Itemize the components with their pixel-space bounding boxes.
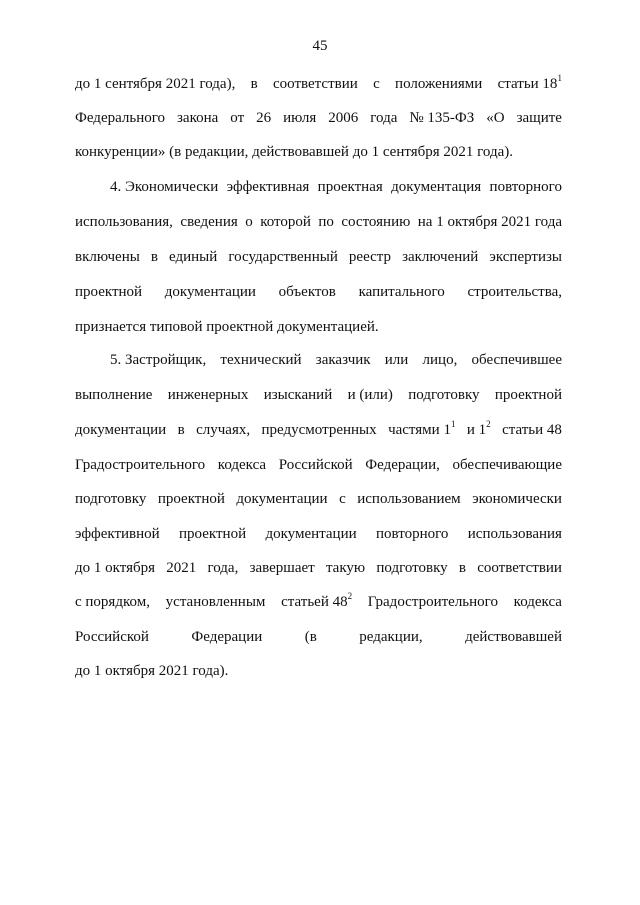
text-word: эффективной xyxy=(75,526,160,542)
text-word: года xyxy=(370,110,398,126)
text-line xyxy=(75,247,562,267)
text-word: документации xyxy=(265,526,357,542)
text-word: экспертизы xyxy=(489,249,562,265)
text-word: документации xyxy=(75,422,167,438)
page-number: 45 xyxy=(312,38,328,54)
text-word: статьи 48 xyxy=(502,422,562,438)
text-line: до 1 октября 2021 года). xyxy=(75,663,229,679)
text-word: 26 xyxy=(256,110,272,126)
text-word: объектов xyxy=(278,284,336,300)
text-word: кодекса xyxy=(217,457,267,473)
text-word: реестр xyxy=(348,249,391,265)
text-word: государственный xyxy=(228,249,338,265)
text-word: проектной xyxy=(494,387,562,403)
text-word: или xyxy=(384,352,409,368)
text-line xyxy=(75,108,562,128)
text-line xyxy=(75,74,562,94)
text-word: защите xyxy=(516,110,562,126)
text-word: Федерации, xyxy=(365,457,440,473)
text-word: обеспечившее xyxy=(471,352,562,368)
text-line xyxy=(75,420,562,440)
text-word: проектной xyxy=(179,526,247,542)
text-word: Российской xyxy=(75,629,149,645)
text-word: редакции, xyxy=(359,629,423,645)
text-word: документация xyxy=(391,179,482,195)
text-word: подготовку xyxy=(75,491,147,507)
text-word: с xyxy=(339,491,346,507)
text-word: о xyxy=(245,214,253,230)
text-line xyxy=(75,558,562,578)
text-word: сведения xyxy=(180,214,238,230)
text-word: «О xyxy=(486,110,505,126)
text-word: заказчик xyxy=(315,352,371,368)
text-word: технический xyxy=(220,352,302,368)
text-word: соответствии xyxy=(273,76,358,92)
text-word: обеспечивающие xyxy=(452,457,562,473)
text-word: повторного xyxy=(489,179,562,195)
text-line xyxy=(110,350,562,370)
text-word: предусмотренных xyxy=(261,422,377,438)
text-word: использованием xyxy=(357,491,461,507)
text-word: завершает xyxy=(249,560,315,576)
text-word: экономически xyxy=(472,491,562,507)
text-word: выполнение xyxy=(75,387,153,403)
text-word: проектной xyxy=(157,491,225,507)
text-line xyxy=(75,212,562,232)
text-word: строительства, xyxy=(467,284,562,300)
text-word: Федерации xyxy=(191,629,263,645)
text-word: подготовку xyxy=(408,387,480,403)
text-word: в xyxy=(458,560,466,576)
text-word: и $1^2$ xyxy=(466,419,491,438)
text-line xyxy=(75,627,562,647)
text-word: с порядком, xyxy=(75,594,150,610)
text-word: и (или) xyxy=(347,387,393,403)
text-word: проектная xyxy=(317,179,383,195)
text-word: инженерных xyxy=(167,387,249,403)
text-line xyxy=(75,455,562,475)
text-word: (в xyxy=(304,629,317,645)
text-word: закона xyxy=(177,110,219,126)
text-word: Федерального xyxy=(75,110,166,126)
text-word: такую xyxy=(325,560,366,576)
text-word: 2021 xyxy=(166,560,197,576)
text-word: Российской xyxy=(278,457,353,473)
text-word: соответствии xyxy=(477,560,562,576)
text-word: повторного xyxy=(376,526,449,542)
text-word: использования xyxy=(467,526,562,542)
text-word: статьи $18^1$ xyxy=(497,73,562,92)
text-word: в xyxy=(250,76,258,92)
text-word: установленным xyxy=(165,594,266,610)
text-word: заключений xyxy=(402,249,479,265)
text-line: конкуренции» (в редакции, действовавшей до 1 сентября 2021 года). xyxy=(75,144,514,160)
text-line xyxy=(75,282,562,302)
text-word: которой xyxy=(260,214,311,230)
text-word: случаях, xyxy=(196,422,251,438)
text-word: использования, xyxy=(75,214,173,230)
text-line: признается типовой проектной документацией. xyxy=(75,319,379,335)
text-word: документации xyxy=(164,284,256,300)
text-word: года, xyxy=(207,560,239,576)
text-word: подготовку xyxy=(376,560,448,576)
text-line xyxy=(110,177,562,197)
text-word: в xyxy=(150,249,158,265)
text-line xyxy=(75,524,562,544)
text-word: частями $1^1$ xyxy=(388,419,456,438)
text-word: 5. Застройщик, xyxy=(110,352,207,368)
text-word: до 1 октября xyxy=(75,560,156,576)
text-word: от xyxy=(230,110,245,126)
text-word: капитального xyxy=(358,284,445,300)
text-word: № 135-ФЗ xyxy=(409,110,475,126)
text-word: статьей $48^2$ xyxy=(281,591,353,610)
text-line xyxy=(75,592,562,612)
text-word: по xyxy=(318,214,334,230)
text-word: проектной xyxy=(75,284,143,300)
text-word: 4. Экономически xyxy=(110,179,219,195)
text-word: на 1 октября 2021 года xyxy=(417,214,562,230)
text-word: Градостроительного xyxy=(367,594,498,610)
text-word: единый xyxy=(169,249,218,265)
text-word: 2006 xyxy=(328,110,359,126)
text-word: Градостроительного xyxy=(75,457,206,473)
text-word: эффективная xyxy=(226,179,310,195)
text-word: состоянию xyxy=(341,214,411,230)
text-word: лицо, xyxy=(422,352,458,368)
text-word: действовавшей xyxy=(465,629,562,645)
text-line xyxy=(75,489,562,509)
text-word: документации xyxy=(236,491,328,507)
text-line xyxy=(75,385,562,405)
text-word: положениями xyxy=(395,76,483,92)
text-word: включены xyxy=(75,249,140,265)
text-word: с xyxy=(373,76,380,92)
text-word: июля xyxy=(283,110,317,126)
text-word: в xyxy=(177,422,185,438)
text-word: до 1 сентября 2021 года), xyxy=(75,76,236,92)
text-word: кодекса xyxy=(513,594,562,610)
text-word: изысканий xyxy=(263,387,333,403)
